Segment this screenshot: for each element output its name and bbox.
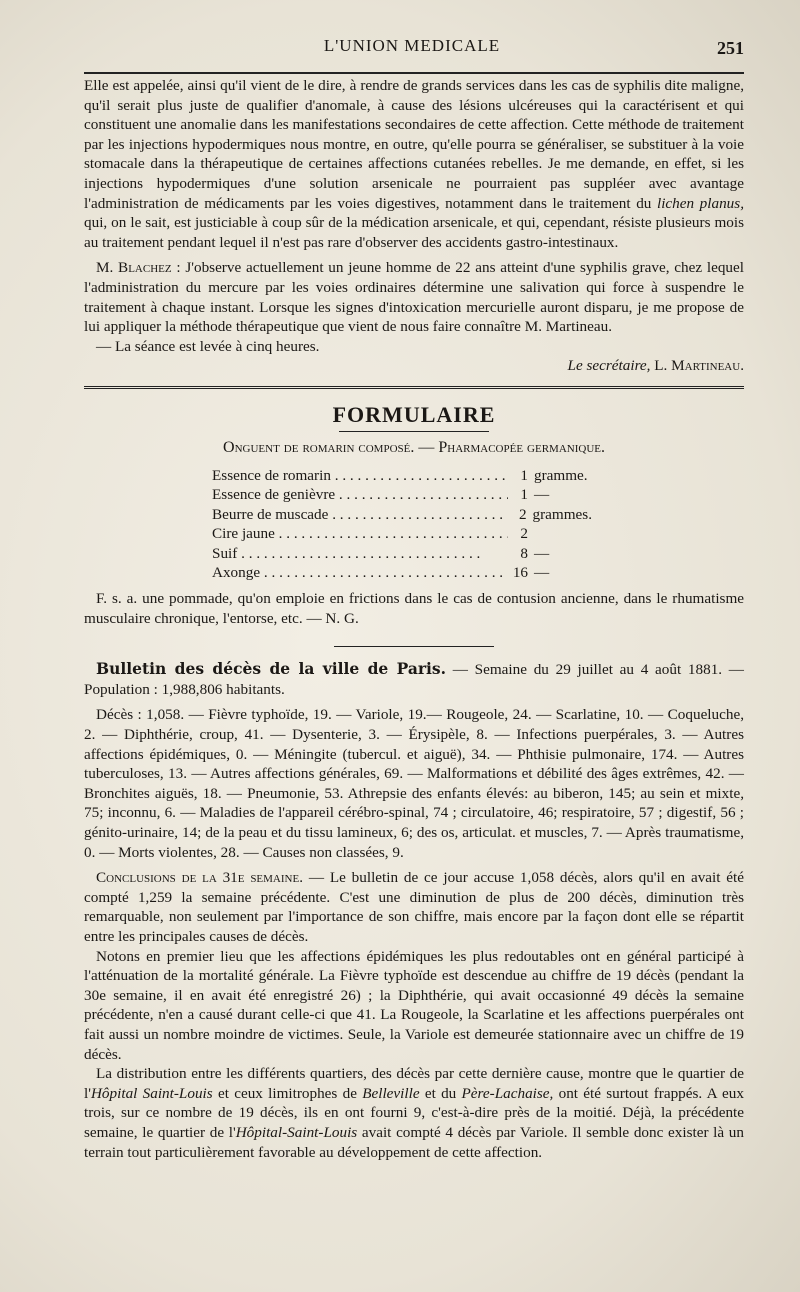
recipe-note: F. s. a. une pommade, qu'on emploie en frictions dans le cas de contusion ancienne, dans le rhumatisme musculaire chronique, l'entorse, etc. — N. G. — [84, 590, 744, 627]
header-rule — [84, 72, 744, 74]
recipe-row — [212, 524, 592, 544]
intro-paragraph: Elle est appelée, ainsi qu'il vient de le dire, à rendre de grands services dans les cas de syphilis dite maligne, qu'il serait plus juste de qualifier d'anomale, à cause des lésions ulcéreuses qui la caractérisent et qui constituent une anomalie dans les manifestations secondaires de cette affection. Cette méthode de traitement par les injections hypodermiques nous montre, en outre, qu'elle pourra se généraliser, se substituer à la voie stomacale dans la thérapeutique de certaines affections cutanées rebelles. Je me demande, en effet, si les injections hypodermiques d'une solution arsenicale ne pourraient pas suppléer avec avantage l'administration de médicaments par les voies digestives, notamment dans le traitement du lichen planus, qui, on le sait, est justiciable à coup sûr de la médication arsenicale, et qui, cependant, résiste plusieurs mois au traitement pendant lequel il n'est pas rare d'observer des accidents gastro-intestinaux. — [84, 77, 744, 251]
ingredient-name: Cire jaune . . . — [212, 524, 508, 544]
recipe-table — [212, 466, 592, 584]
recipe-row — [212, 485, 592, 505]
ingredient-name: Suif . . . — [212, 544, 508, 564]
formulaire-title: FORMULAIRE — [332, 401, 496, 427]
conclusions-label: Conclusions de la 31e semaine. — [96, 869, 304, 887]
ingredient-qty: 2 — [518, 505, 527, 523]
deces-paragraph: Décès : 1,058. — Fièvre typhoïde, 19. — Variole, 19.— Rougeole, 24. — Scarlatine, 10. — Coqueluche, 2. — Diphthérie, croup, 41. — Dysenterie, 3. — Érysipèle, 8. — Infections puerpérales, 3. — Autres affections épidémiques, 0. — Méningite (tubercul. et aiguë), 34. — Phthisie pulmonaire, 174. — Autres tuberculoses, 13. — Autres affections générales, 69. — Malformations et débilité des âges extrêmes, 42. — Bronchites aiguës, 18. — Pneumonie, 53. Athrepsie des enfants élevés: au biberon, 145; au sein et mixte, 75; inconnu, 6. — Maladies de l'appareil cérébro-spinal, 74 ; circulatoire, 46; respiratoire, 57 ; digestif, 56 ; génito-urinaire, 14; de la peau et du tissu lamineux, 6; des os, articulat. et muscles, 7. — Après traumatisme, 0. — Morts violentes, 28. — Causes non classées, 9. — [84, 706, 744, 861]
signature: Le secrétaire, L. Martineau. — [567, 357, 744, 375]
recipe-row — [212, 466, 592, 486]
ingredient-qty: 8 — [520, 544, 528, 562]
recipe-row — [212, 505, 592, 525]
seance-levee: — La séance est levée à cinq heures. — [96, 337, 320, 355]
ingredient-name: Axonge . . . — [212, 563, 508, 583]
recipe-subtitle: Onguent de romarin composé. — Pharmacopée germanique. — [223, 438, 605, 456]
ingredient-qty: 1 — [520, 466, 528, 484]
ingredient-qty: 1 — [520, 486, 528, 504]
ingredient-qty: 16 — [512, 564, 528, 582]
short-divider — [334, 646, 494, 647]
bulletin-header: Bulletin des décès de la ville de Paris. — Semaine du 29 juillet au 4 août 1881. — Population : 1,988,806 habitants. — [84, 659, 744, 698]
ingredient-qty: 2 — [520, 525, 528, 543]
notons-paragraph: Notons en premier lieu que les affections épidémiques les plus redoutables ont en général participé à l'atténuation de la mortalité générale. La Fièvre typhoïde est descendue au chiffre de 19 décès (pendant la 30e semaine, il en avait été enregistré 26) ; la Diphthérie, qui avait occasionné 49 décès la semaine précédente, n'en a causé durant celle-ci que 41. La Rougeole, la Scarlatine et les affections puerpérales ont fait aussi un nombre moindre de victimes. Seule, la Variole est demeurée stationnaire avec un chiffre de 19 décès. — [84, 947, 744, 1063]
ingredient-name: Beurre de muscade . . . — [212, 505, 507, 525]
ingredient-unit — [534, 524, 592, 544]
bulletin-title: Bulletin des décès de la ville de Paris. — [96, 659, 447, 679]
distribution-paragraph: La distribution entre les différents quartiers, des décès par cette dernière cause, montre que le quartier de l'Hôpital Saint-Louis et ceux limitrophes de Belleville et du Père-Lachaise, ont été surtout frappés. A eux trois, sur ce nombre de 19 décès, ils en ont fourni 9, c'est-à-dire près de la moitié. Déjà, la précédente semaine, le quartier de l'Hôpital-Saint-Louis avait compté 4 décès par Variole. Il semble donc exister là un terrain tout particulièrement favorable au développement de cette affection. — [84, 1065, 744, 1161]
page-content — [84, 76, 744, 1162]
recipe-row — [212, 563, 592, 583]
ingredient-unit: — — [534, 486, 550, 504]
running-header — [80, 34, 744, 64]
section-divider — [84, 386, 744, 389]
ingredient-unit: — — [534, 544, 550, 562]
ingredient-unit: grammes. — [532, 505, 592, 523]
speaker-name: M. Blachez : — [96, 259, 181, 277]
ingredient-name: Essence de genièvre . . . — [212, 485, 508, 505]
ingredient-unit: — — [534, 564, 550, 582]
journal-title: L'UNION MEDICALE — [323, 36, 501, 55]
ingredient-unit: gramme. — [534, 466, 588, 484]
conclusions-paragraph: Conclusions de la 31e semaine. — Le bulletin de ce jour accuse 1,058 décès, alors qu'il en avait été compté 1,259 la semaine précédente. C'est une diminution de plus de 200 décès, diminution très remarquable, non seulement par l'importance de son chiffre, mais encore par la façon dont elle se répartit entre les principales causes de décès. — [84, 869, 744, 945]
page-number: 251 — [717, 38, 744, 58]
blachez-paragraph: M. Blachez : J'observe actuellement un jeune homme de 22 ans atteint d'une syphilis grave, chez lequel l'administration du mercure par les voies ordinaires détermine une salivation qui force à suspendre le traitement à chaque instant. Lorsque les signes d'intoxication mercurielle auront disparu, je me propose de lui appliquer la méthode thérapeutique que vient de nous faire connaître M. Martineau. — [84, 259, 744, 336]
title-underline — [339, 431, 489, 432]
ingredient-name: Essence de romarin . . . — [212, 466, 508, 486]
recipe-row — [212, 544, 592, 564]
